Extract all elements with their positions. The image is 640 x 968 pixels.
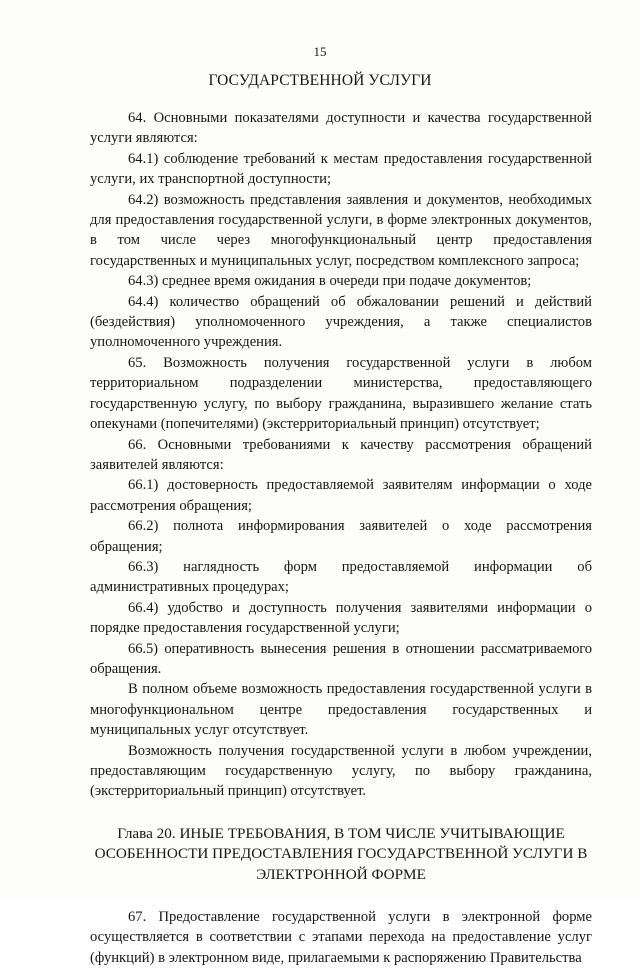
paragraph-64-3: 64.3) среднее время ожидания в очереди при подаче документов;	[128, 273, 532, 290]
running-head: ГОСУДАРСТВЕННОЙ УСЛУГИ	[208, 72, 432, 89]
paragraph-66-3: 66.3) наглядность форм предоставляемой информации об административных процедурах;	[90, 558, 592, 596]
paragraph-64-2: 64.2) возможность представления заявления и документов, необходимых для предоставления государственной услуги, в форме электронных документов, в том числе через многофункциональный центр предоставления государственных и муниципальных услуг, посредством комплексного запроса;	[90, 191, 592, 269]
page-number: 15	[313, 44, 327, 59]
paragraph-64: 64. Основными показателями доступности и качества государственной услуги являются:	[90, 110, 592, 147]
paragraph-extraterritorial: Возможность получения государственной услуги в любом учреждении, предоставляющим государственную услугу, по выбору гражданина, (экстерриториальный принцип) отсутствует.	[90, 742, 592, 800]
document-body	[90, 108, 592, 968]
paragraph-65: 65. Возможность получения государственной услуги в любом территориальном подразделении министерства, предоставляющего государственную услугу, по выбору гражданина, выразившего желание стать опекунами (попечителями) (экстерриториальный принцип) отсутствует;	[90, 354, 592, 433]
chapter-20-heading: Глава 20. ИНЫЕ ТРЕБОВАНИЯ, В ТОМ ЧИСЛЕ УЧИТЫВАЮЩИЕ ОСОБЕННОСТИ ПРЕДОСТАВЛЕНИЯ ГОСУДАРСТВЕННОЙ УСЛУГИ В ЭЛЕКТРОННОЙ ФОРМЕ	[94, 824, 588, 883]
paragraph-66-1: 66.1) достоверность предоставляемой заявителям информации о ходе рассмотрения обращения;	[90, 477, 592, 514]
paragraph-66-4: 66.4) удобство и доступность получения заявителями информации о порядке предоставления государственной услуги;	[90, 599, 592, 637]
paragraph-66-2: 66.2) полнота информирования заявителей о ходе рассмотрения обращения;	[90, 518, 592, 555]
paragraph-66-5: 66.5) оперативность вынесения решения в отношении рассматриваемого обращения.	[90, 640, 592, 677]
paragraph-66: 66. Основными требованиями к качеству рассмотрения обращений заявителей являются:	[90, 436, 592, 473]
paragraph-mfc: В полном объеме возможность предоставления государственной услуги в многофункциональном центре предоставления государственных и муниципальных услуг отсутствует.	[90, 681, 592, 739]
paragraph-64-1: 64.1) соблюдение требований к местам предоставления государственной услуги, их транспортной доступности;	[90, 150, 592, 188]
paragraph-67: 67. Предоставление государственной услуги в электронной форме осуществляется в соответствии с этапами перехода на предоставление услуг (функций) в электронном виде, прилагаемыми к распоряжению Правительства	[90, 909, 592, 966]
paragraph-64-4: 64.4) количество обращений об обжаловании решений и действий (бездействия) уполномоченного учреждения, а также специалистов уполномоченного учреждения.	[90, 293, 592, 351]
